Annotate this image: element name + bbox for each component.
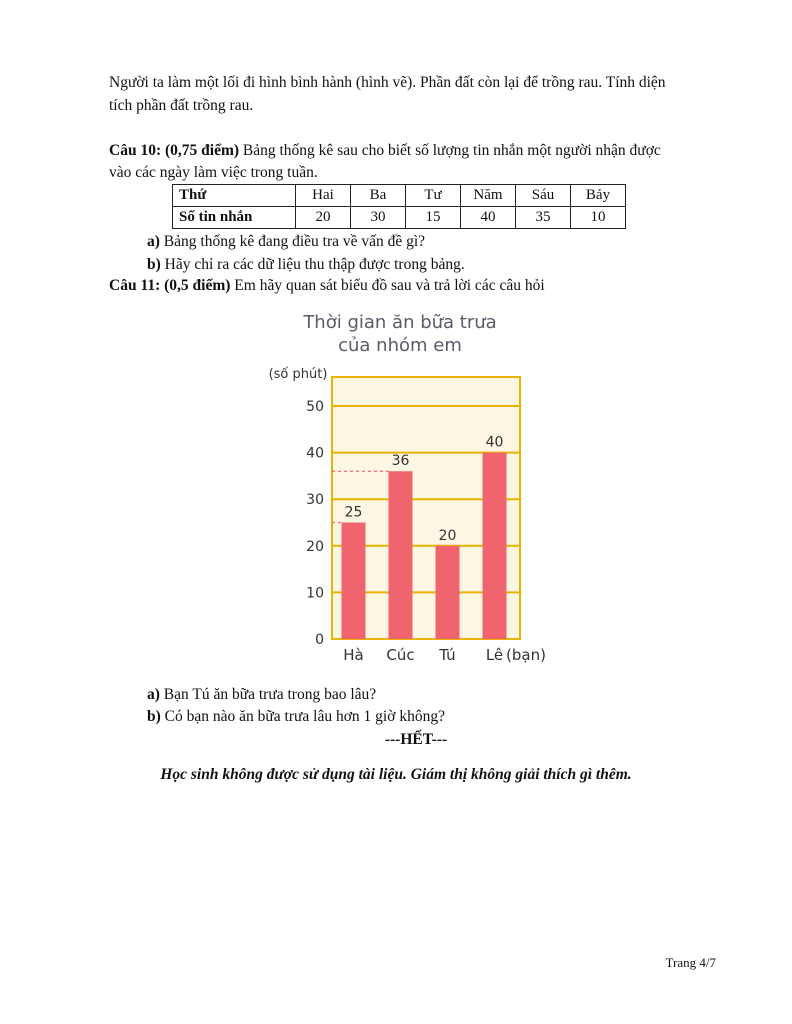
chart-y-tick-label: 20 — [306, 538, 324, 555]
prev-question-line-2: tích phần đất trồng rau. — [109, 97, 254, 114]
chart-y-tick-label: 10 — [306, 585, 324, 602]
chart-category-label: Lê — [485, 646, 504, 664]
table-day: Năm — [461, 185, 516, 207]
q10-text-1: Bảng thống kê sau cho biết số lượng tin nhắn một người nhận được — [239, 142, 661, 159]
chart-category-label: Hà — [343, 646, 364, 664]
chart-y-tick-label: 0 — [315, 632, 324, 648]
q10-label: Câu 10: (0,75 điểm) — [109, 142, 240, 159]
chart-bar — [342, 523, 366, 640]
q11-label: Câu 11: (0,5 điểm) — [109, 277, 231, 294]
chart-bar — [389, 471, 413, 639]
table-day: Sáu — [516, 185, 571, 207]
table-count: 35 — [516, 207, 571, 229]
table-day: Tư — [406, 185, 461, 207]
chart-category-label: Cúc — [386, 646, 415, 664]
q11-b-label: b) — [147, 708, 161, 725]
table-count: 30 — [351, 207, 406, 229]
q10-line-2: vào các ngày làm việc trong tuần. — [109, 164, 318, 181]
exam-note: Học sinh không được sử dụng tài liệu. Giám thị không giải thích gì thêm. — [160, 766, 632, 783]
page-footer: Trang 4/7 — [665, 955, 716, 970]
chart-y-axis-label: (số phút) — [268, 367, 328, 382]
chart-x-axis-label: (bạn) — [506, 646, 546, 664]
table-count: 15 — [406, 207, 461, 229]
q11-a-label: a) — [147, 686, 160, 703]
q10-b-label: b) — [147, 256, 161, 273]
table-day: Bảy — [571, 185, 626, 207]
chart-y-tick-label: 50 — [306, 399, 324, 415]
chart-bar — [436, 546, 460, 639]
messages-table — [172, 184, 626, 229]
chart-value-label: 40 — [485, 434, 504, 451]
q11-text: Em hãy quan sát biểu đồ sau và trả lời các câu hỏi — [230, 277, 545, 294]
table-row-label: Số tin nhắn — [173, 207, 296, 229]
prev-question-line-1: Người ta làm một lối đi hình bình hành (hình vẽ). Phần đất còn lại để trồng rau. Tính diện — [109, 74, 666, 91]
chart-value-label: 36 — [391, 453, 410, 470]
chart-y-tick-label: 30 — [306, 492, 324, 509]
table-count: 40 — [461, 207, 516, 229]
end-mark: ---HẾT--- — [384, 731, 448, 748]
q11-part-b — [147, 708, 445, 726]
chart-title-line-1: Thời gian ăn bữa trưa — [303, 312, 497, 333]
table-count: 20 — [296, 207, 351, 229]
chart-value-label: 25 — [344, 504, 363, 521]
q10-a-label: a) — [147, 233, 160, 250]
table-row-counts — [173, 207, 626, 229]
q10-a-text: Bảng thống kê đang điều tra về vấn đề gì? — [159, 233, 426, 250]
q10-part-a — [147, 233, 425, 251]
q10-line-1 — [109, 142, 661, 160]
q11-line — [109, 277, 545, 295]
table-day: Ba — [351, 185, 406, 207]
q11-a-text: Bạn Tú ăn bữa trưa trong bao lâu? — [159, 686, 377, 703]
q10-part-b — [147, 256, 465, 274]
table-count: 10 — [571, 207, 626, 229]
chart-value-label: 20 — [438, 527, 457, 544]
table-day: Hai — [296, 185, 351, 207]
table-row-days — [173, 185, 626, 207]
chart-bar — [483, 453, 507, 639]
q10-b-text: Hãy chỉ ra các dữ liệu thu thập được trong bảng. — [160, 256, 465, 273]
chart-y-tick-label: 40 — [306, 445, 324, 462]
lunch-time-chart — [262, 302, 552, 672]
q11-b-text: Có bạn nào ăn bữa trưa lâu hơn 1 giờ không? — [160, 708, 445, 725]
table-header-label: Thứ — [173, 185, 296, 207]
chart-title-line-2: của nhóm em — [338, 335, 462, 356]
chart-category-label: Tú — [439, 646, 456, 664]
q11-part-a — [147, 686, 376, 704]
